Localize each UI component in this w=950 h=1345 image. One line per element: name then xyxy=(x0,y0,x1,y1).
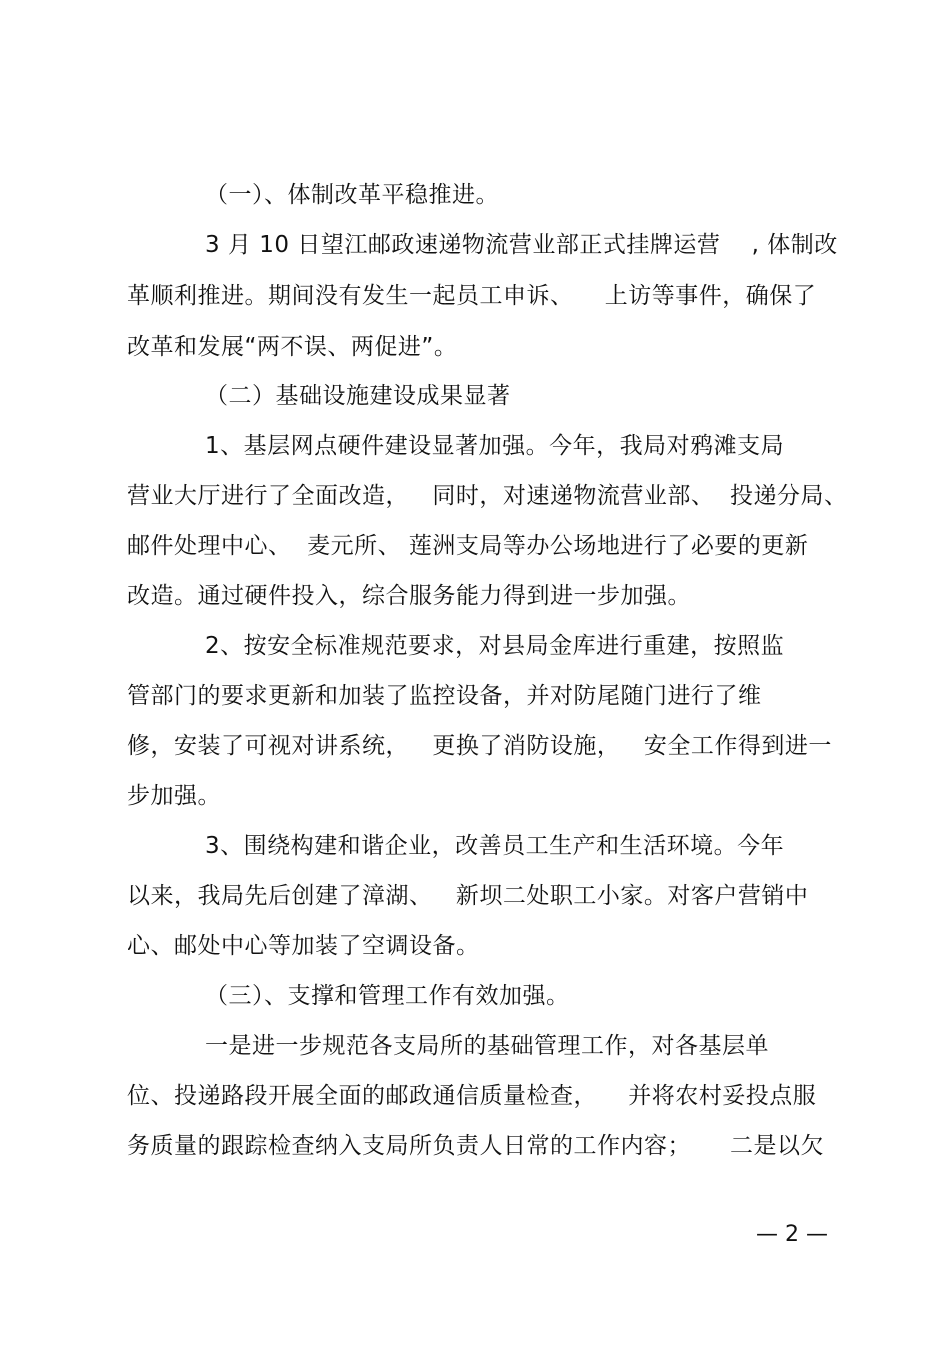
section-heading-2: （二）基础设施建设成果显著 xyxy=(205,383,511,409)
paragraph-line: 步加强。 xyxy=(127,783,221,809)
paragraph-line: 改革和发展“两不误、两促进”。 xyxy=(127,334,458,360)
paragraph-line: 心、邮处中心等加装了空调设备。 xyxy=(127,933,480,959)
paragraph-line: 改造。通过硬件投入，综合服务能力得到进一步加强。 xyxy=(127,583,691,609)
paragraph-line: 邮件处理中心、 麦元所、 莲洲支局等办公场地进行了必要的更新 xyxy=(127,533,809,559)
paragraph-line: 一是进一步规范各支局所的基础管理工作，对各基层单 xyxy=(205,1033,769,1059)
section-heading-3: （三）、支撑和管理工作有效加强。 xyxy=(205,983,570,1009)
page-number: — 2 — xyxy=(756,1222,828,1247)
paragraph-line: 位、投递路段开展全面的邮政通信质量检查， 并将农村妥投点服 xyxy=(127,1083,817,1109)
paragraph-line: 1、基层网点硬件建设显著加强。今年，我局对鸦滩支局 xyxy=(205,433,785,459)
paragraph-line: 3 月 10 日望江邮政速递物流营业部正式挂牌运营 , 体制改 xyxy=(205,232,838,258)
paragraph-line: 以来，我局先后创建了漳湖、 新坝二处职工小家。对客户营销中 xyxy=(127,883,809,909)
paragraph-line: 革顺利推进。期间没有发生一起员工申诉、 上访等事件，确保了 xyxy=(127,283,817,309)
section-heading-1: （一）、体制改革平稳推进。 xyxy=(205,182,499,208)
paragraph-line: 营业大厅进行了全面改造， 同时，对速递物流营业部、 投递分局、 xyxy=(127,483,848,509)
paragraph-line: 管部门的要求更新和加装了监控设备，并对防尾随门进行了维 xyxy=(127,683,762,709)
paragraph-line: 3、围绕构建和谐企业，改善员工生产和生活环境。今年 xyxy=(205,833,785,859)
paragraph-line: 修，安装了可视对讲系统， 更换了消防设施， 安全工作得到进一 xyxy=(127,733,832,759)
paragraph-line: 2、按安全标准规范要求，对县局金库进行重建，按照监 xyxy=(205,633,785,659)
paragraph-line: 务质量的跟踪检查纳入支局所负责人日常的工作内容； 二是以欠 xyxy=(127,1133,825,1159)
